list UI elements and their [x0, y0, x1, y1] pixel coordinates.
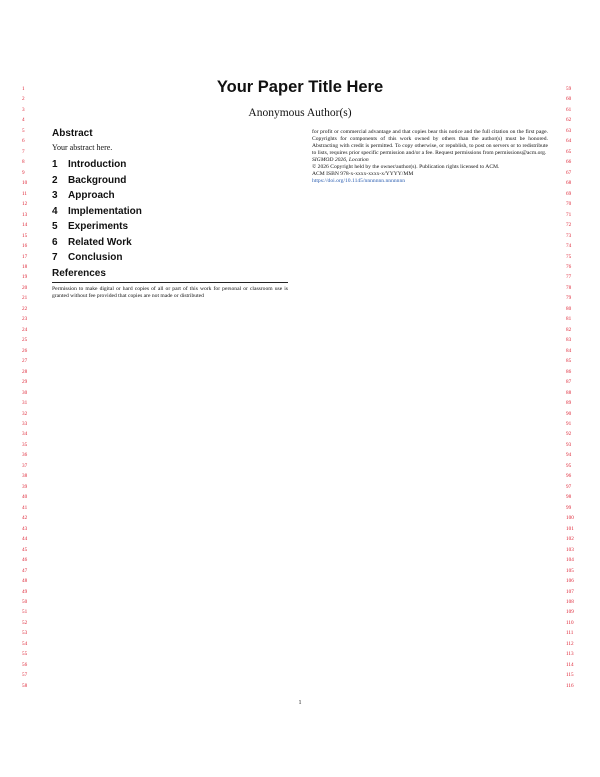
right-line-number: 63: [566, 127, 572, 134]
left-line-number: 11: [22, 190, 27, 197]
right-line-number: 77: [566, 274, 572, 281]
right-line-number: 114: [566, 661, 574, 668]
right-line-number: 88: [566, 389, 572, 396]
section-number: 1: [52, 159, 58, 170]
left-line-number: 53: [22, 630, 28, 637]
right-line-number: 97: [566, 483, 572, 490]
right-line-number: 113: [566, 651, 574, 658]
section-number: 7: [52, 252, 58, 263]
left-line-number: 42: [22, 515, 28, 522]
right-line-number: 84: [566, 347, 572, 354]
line-numbers-left: [22, 84, 36, 691]
left-line-number: 46: [22, 557, 28, 564]
right-line-number: 80: [566, 305, 572, 312]
right-line-number: 108: [566, 598, 574, 605]
venue: SIGMOD 2026, Location: [312, 157, 369, 163]
isbn: ACM ISBN 978-x-xxxx-xxxx-x/YYYY/MM: [312, 171, 414, 177]
paper-title: Your Paper Title Here: [216, 78, 384, 96]
right-line-number: 110: [566, 619, 574, 626]
section-heading-introduction: [52, 159, 288, 175]
left-line-number: 41: [22, 504, 28, 511]
left-line-number: 28: [22, 368, 28, 375]
right-line-number: 109: [566, 609, 574, 616]
left-line-number: 45: [22, 546, 28, 553]
left-line-number: 55: [22, 651, 28, 658]
left-line-number: 24: [22, 326, 28, 333]
right-line-number: 98: [566, 494, 572, 501]
copyright: © 2026 Copyright held by the owner/author(s). Publication rights licensed to ACM.: [312, 164, 500, 170]
right-line-number: 70: [566, 201, 572, 208]
left-line-number: 56: [22, 661, 28, 668]
right-line-number: 62: [566, 117, 572, 124]
abstract-heading: Abstract: [52, 128, 93, 139]
section-label: Related Work: [68, 236, 132, 248]
left-line-number: 4: [22, 117, 25, 124]
right-line-number: 67: [566, 169, 572, 176]
right-line-number: 112: [566, 640, 574, 647]
left-line-number: 40: [22, 494, 28, 501]
left-line-number: 34: [22, 431, 28, 438]
right-line-number: 95: [566, 462, 572, 469]
right-line-number: 78: [566, 284, 572, 291]
right-line-number: 66: [566, 159, 572, 166]
section-label: Conclusion: [68, 252, 123, 263]
section-number: 5: [52, 221, 58, 232]
right-line-number: 64: [566, 138, 572, 145]
right-line-number: 75: [566, 253, 572, 260]
doi-link[interactable]: https://doi.org/10.1145/nnnnnnn.nnnnnnn: [312, 178, 406, 184]
left-line-number: 43: [22, 525, 28, 532]
left-line-number: 52: [22, 619, 28, 626]
left-line-number: 54: [22, 640, 28, 647]
left-line-number: 33: [22, 421, 28, 427]
paper-authors: Anonymous Author(s): [248, 107, 352, 119]
left-line-number: 15: [22, 232, 28, 239]
left-line-number: 32: [22, 410, 28, 417]
right-line-number: 82: [566, 326, 572, 333]
left-line-number: 50: [22, 598, 28, 605]
section-heading-implementation: [52, 206, 288, 222]
right-line-number: 73: [566, 232, 572, 239]
section-label: Experiments: [68, 221, 129, 232]
right-line-number: 59: [566, 86, 572, 92]
left-line-number: 37: [22, 462, 28, 469]
left-line-number: 14: [22, 222, 28, 229]
page-number: 1: [298, 700, 302, 706]
left-line-number: 25: [22, 337, 28, 344]
right-line-number: 96: [566, 473, 572, 480]
left-line-number: 57: [22, 672, 28, 679]
left-line-number: 21: [22, 295, 28, 302]
left-line-number: 49: [22, 588, 28, 595]
right-column: [312, 129, 548, 185]
left-line-number: 1: [22, 86, 25, 92]
right-line-number: 79: [566, 295, 572, 302]
left-line-number: 22: [22, 305, 28, 312]
left-line-number: 48: [22, 578, 28, 585]
left-line-number: 31: [22, 400, 28, 407]
right-line-number: 93: [566, 441, 572, 448]
right-line-number: 106: [566, 578, 574, 585]
left-line-number: 29: [22, 379, 28, 386]
section-number: 6: [52, 236, 58, 248]
right-line-number: 115: [566, 672, 574, 679]
left-line-number: 26: [22, 347, 28, 354]
left-line-number: 27: [22, 358, 28, 365]
left-line-number: 12: [22, 201, 28, 208]
right-line-number: 105: [566, 567, 574, 574]
right-line-number: 89: [566, 400, 572, 407]
left-line-number: 13: [22, 211, 28, 218]
left-line-number: 3: [22, 106, 25, 113]
references-heading: References: [52, 267, 106, 279]
section-heading-approach: [52, 190, 288, 206]
section-number: 4: [52, 205, 58, 217]
right-line-number: 99: [566, 504, 572, 511]
right-line-number: 83: [566, 337, 572, 344]
footnote-rule: [52, 282, 288, 283]
left-line-number: 51: [22, 609, 28, 616]
permission-notice-left: Permission to make digital or hard copies of all or part of this work for personal or classroom use is granted without fee provided that copies are not made or distributed: [52, 285, 288, 299]
right-line-number: 103: [566, 546, 574, 553]
left-line-number: 16: [22, 243, 28, 250]
section-label: Approach: [68, 190, 115, 201]
left-line-number: 20: [22, 284, 28, 291]
right-line-number: 91: [566, 421, 572, 427]
left-line-number: 8: [22, 159, 25, 166]
left-line-number: 10: [22, 180, 28, 187]
section-heading-related-work: [52, 237, 288, 253]
right-line-number: 72: [566, 222, 572, 229]
left-line-number: 5: [22, 127, 25, 134]
right-line-number: 87: [566, 379, 572, 386]
right-line-number: 92: [566, 431, 572, 438]
left-line-number: 39: [22, 483, 28, 490]
left-line-number: 2: [22, 96, 25, 103]
section-label: Background: [68, 174, 127, 186]
left-line-number: 47: [22, 567, 28, 574]
left-line-number: 44: [22, 536, 28, 543]
permission-notice-right: for profit or commercial advantage and that copies bear this notice and the full citation on the first page. Copyrights for components of this work owned by others than the author(s) must be honored. Abstracting with credit is permitted. To copy otherwise, or republish, to post on servers or to redistribute to lists, requires prior specific permission and/or a fee. Request permissions from permissions@acm.org.: [312, 129, 548, 156]
abstract-text: Your abstract here.: [52, 143, 113, 152]
right-line-number: 102: [566, 536, 574, 543]
section-list: [52, 159, 288, 268]
left-line-number: 23: [22, 316, 28, 323]
section-label: Introduction: [68, 159, 127, 170]
right-line-number: 111: [566, 630, 574, 637]
left-line-number: 7: [22, 148, 25, 155]
right-line-number: 61: [566, 106, 572, 113]
right-line-number: 107: [566, 588, 574, 595]
left-line-number: 6: [22, 138, 25, 145]
right-line-number: 60: [566, 96, 572, 103]
right-line-number: 116: [566, 682, 574, 689]
left-line-number: 38: [22, 473, 28, 480]
right-line-number: 68: [566, 180, 572, 187]
left-line-number: 17: [22, 253, 28, 260]
left-line-number: 58: [22, 682, 28, 689]
left-line-number: 30: [22, 389, 28, 396]
section-number: 2: [52, 174, 58, 186]
left-line-number: 36: [22, 452, 28, 459]
right-line-number: 81: [566, 316, 572, 323]
section-heading-background: [52, 175, 288, 191]
section-label: Implementation: [68, 205, 142, 217]
left-column: [52, 128, 288, 300]
right-line-number: 100: [566, 515, 574, 522]
right-line-number: 65: [566, 148, 572, 155]
right-line-number: 94: [566, 452, 572, 459]
right-line-number: 69: [566, 190, 572, 197]
section-heading-experiments: [52, 221, 288, 237]
section-heading-conclusion: [52, 252, 288, 268]
left-line-number: 19: [22, 274, 28, 281]
right-line-number: 74: [566, 243, 572, 250]
right-line-number: 85: [566, 358, 572, 365]
right-line-number: 86: [566, 368, 572, 375]
left-line-number: 35: [22, 441, 28, 448]
left-line-number: 18: [22, 263, 28, 270]
right-line-number: 76: [566, 263, 572, 270]
right-line-number: 90: [566, 410, 572, 417]
right-line-number: 71: [566, 211, 572, 218]
right-line-number: 101: [566, 525, 574, 532]
section-number: 3: [52, 190, 58, 201]
left-line-number: 9: [22, 169, 25, 176]
line-numbers-right: [566, 84, 584, 691]
right-line-number: 104: [566, 557, 574, 564]
